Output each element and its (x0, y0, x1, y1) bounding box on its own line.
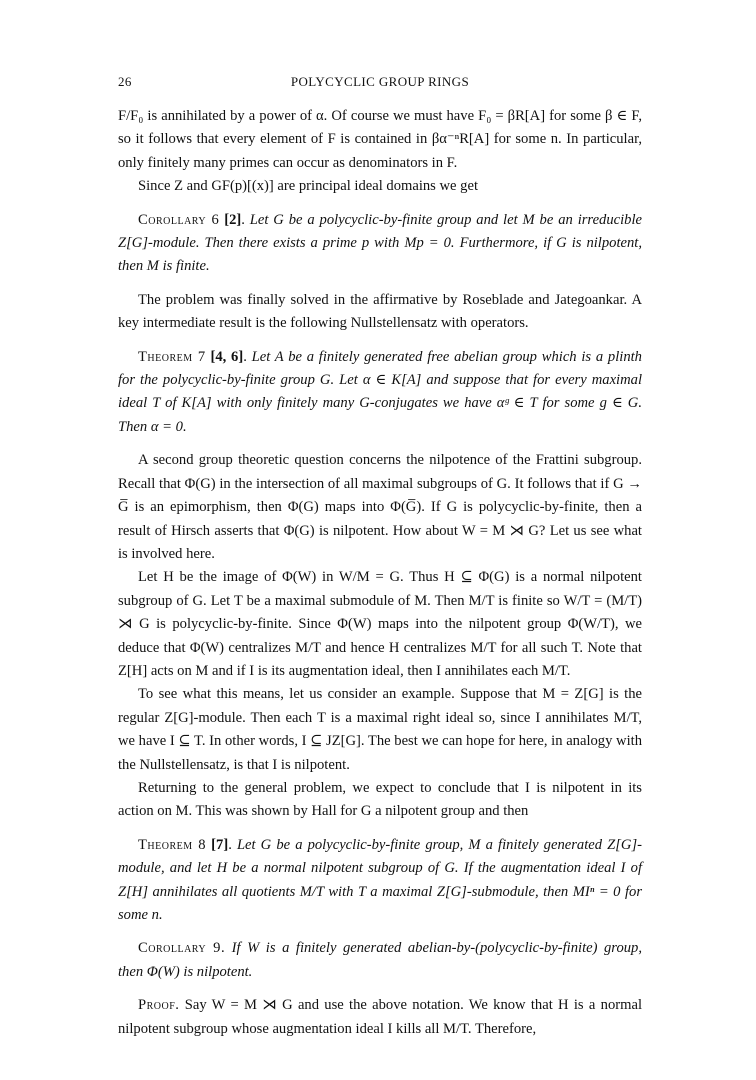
paragraph-7: Returning to the general problem, we expect to conclude that I is nilpotent in its action on M. This was shown by Hall for G a nilpotent group and then (118, 779, 642, 820)
theorem-7-label: Theorem 7 (138, 348, 206, 365)
paragraph-5: Let H be the image of Φ(W) in W/M = G. Thus H ⊆ Φ(G) is a normal nilpotent subgroup of G. Let T be a maximal submodule of M. Then M/T is finite so W/T = (M/T) ⋊ G is polycyclic-by-finite. Since Φ(W) maps into the nilpotent group Φ(W/T), we deduce that Φ(W) centralizes M/T and hence H centralizes M/T for all such T. Note that Z[H] acts on M and if I is its augmentation ideal, then I annihilates each M/T. (118, 569, 642, 679)
corollary-6-label: Corollary 6 (138, 211, 220, 228)
theorem-7: Theorem 7 [4, 6]. Let A be a finitely generated free abelian group which is a plinth for the polycyclic-by-finite group G. Let α ∈ K[A] and suppose that for every maximal ideal T of K[A] with only finitely many G-conjugates we have αᵍ ∈ T for some g ∈ G. Then α = 0. (118, 348, 642, 435)
paragraph-4: A second group theoretic question concerns the nilpotence of the Frattini subgroup. Recall that Φ(G) in the intersection of all maximal subgroups of G. It follows that if G → G̅ is an epimorphism, then Φ(G) maps into Φ(G̅). If G is polycyclic-by-finite, then a result of Hirsch asserts that Φ(G) is nilpotent. How about W = M ⋊ G? Let us see what is involved here. (118, 452, 642, 562)
theorem-8-label: Theorem 8 (138, 836, 207, 853)
proof-label: Proof. (138, 997, 180, 1014)
page-number: 26 (118, 74, 132, 89)
corollary-9-label: Corollary 9. (138, 940, 226, 957)
proof (118, 994, 642, 1041)
proof-text: Say W = M ⋊ G and use the above notation. We know that H is a normal nilpotent subgroup whose augmentation ideal I kills all M/T. Therefore, (118, 997, 642, 1037)
paragraph-6: To see what this means, let us consider an example. Suppose that M = Z[G] is the regular Z[G]-module. Then each T is a maximal right ideal so, since I annihilates M/T, we have I ⊆ T. In other words, I ⊆ JZ[G]. The best we can hope for here, in analogy with the Nullstellensatz, is that I is nilpotent. (118, 686, 642, 773)
paragraph-3: The problem was finally solved in the affirmative by Roseblade and Jategoankar. A key intermediate result is the following Nullstellensatz with operators. (118, 291, 642, 332)
theorem-8-statement: Let G be a polycyclic-by-finite group, M a finitely generated Z[G]-module, and let H be a normal nilpotent subgroup of G. If the augmentation ideal I of Z[H] annihilates all quotients M/T with T a maximal Z[G]-submodule, then MIⁿ = 0 for some n. (118, 836, 642, 923)
corollary-9 (118, 937, 642, 984)
theorem-8-citation: [7] (211, 836, 229, 853)
page (118, 70, 642, 1051)
corollary-6-statement: Let G be a polycyclic-by-finite group and let M be an irreducible Z[G]-module. Then there exists a prime p with Mp = 0. Furthermore, if G is nilpotent, then M is finite. (118, 211, 642, 275)
running-head (118, 70, 642, 93)
paragraph-2: Since Z and GF(p)[(x)] are principal ideal domains we get (138, 178, 478, 195)
theorem-7-statement: Let A be a finitely generated free abelian group which is a plinth for the polycyclic-by-finite group G. Let α ∈ K[A] and suppose that for every maximal ideal T of K[A] with only finitely many G-conjugates we have αᵍ ∈ T for some g ∈ G. Then α = 0. (118, 348, 642, 435)
paragraph-1: F/F₀ is annihilated by a power of α. Of course we must have F₀ = βR[A] for some β ∈ F, so it follows that every element of F is contained in βα⁻ⁿR[A] for some n. In particular, only finitely many primes can occur as denominators in F. (118, 108, 642, 171)
running-title: POLYCYCLIC GROUP RINGS (290, 74, 470, 89)
theorem-7-citation: [4, 6] (210, 348, 244, 365)
corollary-6-citation: [2] (224, 211, 242, 228)
corollary-6: Corollary 6 [2]. Let G be a polycyclic-by-finite group and let M be an irreducible Z[G]-module. Then there exists a prime p with Mp = 0. Furthermore, if G is nilpotent, then M is finite. (118, 211, 642, 275)
corollary-9-statement: If W is a finitely generated abelian-by-(polycyclic-by-finite) group, then Φ(W) is nilpotent. (118, 940, 642, 980)
theorem-8: Theorem 8 [7]. Let G be a polycyclic-by-finite group, M a finitely generated Z[G]-module, and let H be a normal nilpotent subgroup of G. If the augmentation ideal I of Z[H] annihilates all quotients M/T with T a maximal Z[G]-submodule, then MIⁿ = 0 for some n. (118, 836, 642, 923)
